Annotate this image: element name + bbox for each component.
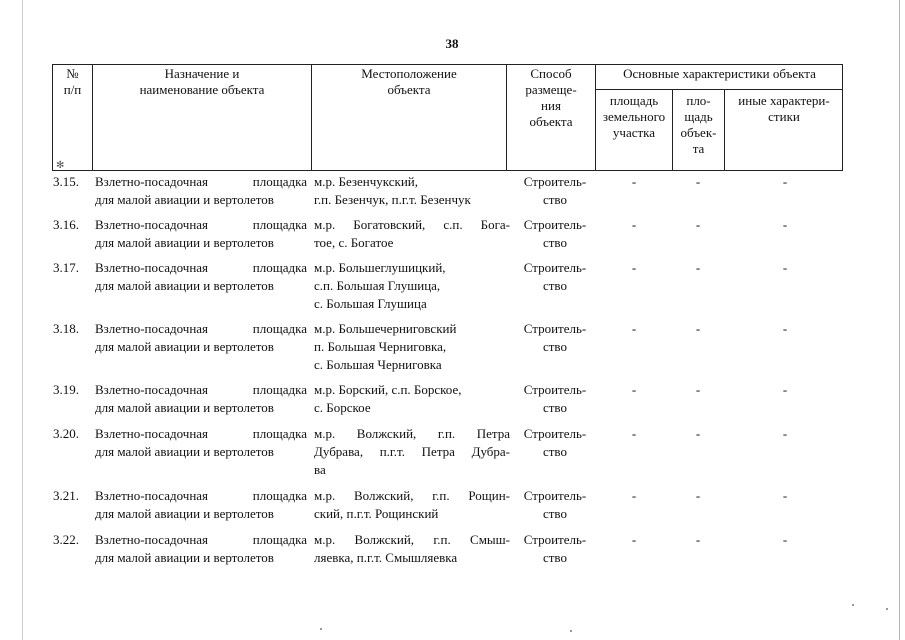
row-method: Строитель- ство <box>523 321 587 354</box>
row-number: 3.21. <box>53 488 79 503</box>
row-method: Строитель- ство <box>523 488 587 521</box>
row-number: 3.20. <box>53 426 79 441</box>
row-land-area: - <box>631 260 637 275</box>
row-location: м.р. Волжский, г.п. Смыш- ляевка, п.г.т. Смышляевка <box>314 532 510 565</box>
scan-speck <box>320 628 322 630</box>
header-object-area: пло- щадь объек- та <box>680 93 717 156</box>
header-location: Местоположение объекта <box>361 66 457 97</box>
row-object-area: - <box>695 382 701 397</box>
header-purpose: Назначение и наименование объекта <box>139 66 265 97</box>
header-method: Способ размеще- ния объекта <box>525 66 577 129</box>
row-number: 3.15. <box>53 174 79 189</box>
row-other: - <box>782 321 788 336</box>
row-land-area: - <box>631 382 637 397</box>
row-purpose: Взлетно-посадочная площадка для малой авиации и вертолетов <box>95 217 307 250</box>
row-purpose: Взлетно-посадочная площадка для малой авиации и вертолетов <box>95 321 307 354</box>
row-land-area: - <box>631 488 637 503</box>
row-purpose: Взлетно-посадочная площадка для малой авиации и вертолетов <box>95 532 307 565</box>
row-other: - <box>782 488 788 503</box>
row-number: 3.17. <box>53 260 79 275</box>
row-land-area: - <box>631 426 637 441</box>
row-method: Строитель- ство <box>523 532 587 565</box>
row-other: - <box>782 217 788 232</box>
row-location: м.р. Большечерниговский п. Большая Черниговка, с. Большая Черниговка <box>314 321 457 372</box>
header-characteristics: Основные характеристики объекта <box>623 66 816 81</box>
row-method: Строитель- ство <box>523 426 587 459</box>
row-number: 3.22. <box>53 532 79 547</box>
row-land-area: - <box>631 217 637 232</box>
header-land-area: площадь земельного участка <box>602 93 666 140</box>
row-object-area: - <box>695 217 701 232</box>
row-other: - <box>782 426 788 441</box>
row-method: Строитель- ство <box>523 217 587 250</box>
row-purpose: Взлетно-посадочная площадка для малой авиации и вертолетов <box>95 426 307 459</box>
page-number: 38 <box>445 36 459 51</box>
row-other: - <box>782 260 788 275</box>
row-number: 3.18. <box>53 321 79 336</box>
row-location: м.р. Богатовский, с.п. Бога- тое, с. Богатое <box>314 217 510 250</box>
row-purpose: Взлетно-посадочная площадка для малой авиации и вертолетов <box>95 382 307 415</box>
scan-artifact-mark: ✻ <box>56 160 65 171</box>
scan-speck <box>570 630 572 632</box>
row-land-area: - <box>631 532 637 547</box>
row-method: Строитель- ство <box>523 382 587 415</box>
row-purpose: Взлетно-посадочная площадка для малой авиации и вертолетов <box>95 174 307 207</box>
row-other: - <box>782 532 788 547</box>
row-other: - <box>782 174 788 189</box>
row-location: м.р. Волжский, г.п. Петра Дубрава, п.г.т. Петра Дубра- ва <box>314 426 510 477</box>
row-object-area: - <box>695 488 701 503</box>
row-number: 3.16. <box>53 217 79 232</box>
row-purpose: Взлетно-посадочная площадка для малой авиации и вертолетов <box>95 260 307 293</box>
row-object-area: - <box>695 260 701 275</box>
row-other: - <box>782 382 788 397</box>
scan-speck <box>886 608 888 610</box>
row-object-area: - <box>695 532 701 547</box>
row-location: м.р. Волжский, г.п. Рощин- ский, п.г.т. Рощинский <box>314 488 510 521</box>
header-other-characteristics: иные характери- стики <box>738 93 830 124</box>
row-number: 3.19. <box>53 382 79 397</box>
row-object-area: - <box>695 174 701 189</box>
row-location: м.р. Большеглушицкий, с.п. Большая Глушица, с. Большая Глушица <box>314 260 446 311</box>
row-land-area: - <box>631 174 637 189</box>
row-purpose: Взлетно-посадочная площадка для малой авиации и вертолетов <box>95 488 307 521</box>
row-location: м.р. Безенчукский, г.п. Безенчук, п.г.т. Безенчук <box>314 174 471 207</box>
row-object-area: - <box>695 321 701 336</box>
row-method: Строитель- ство <box>523 174 587 207</box>
row-location: м.р. Борский, с.п. Борское, с. Борское <box>314 382 462 415</box>
row-method: Строитель- ство <box>523 260 587 293</box>
row-land-area: - <box>631 321 637 336</box>
row-object-area: - <box>695 426 701 441</box>
header-num: № п/п <box>63 66 82 97</box>
scan-speck <box>852 604 854 606</box>
